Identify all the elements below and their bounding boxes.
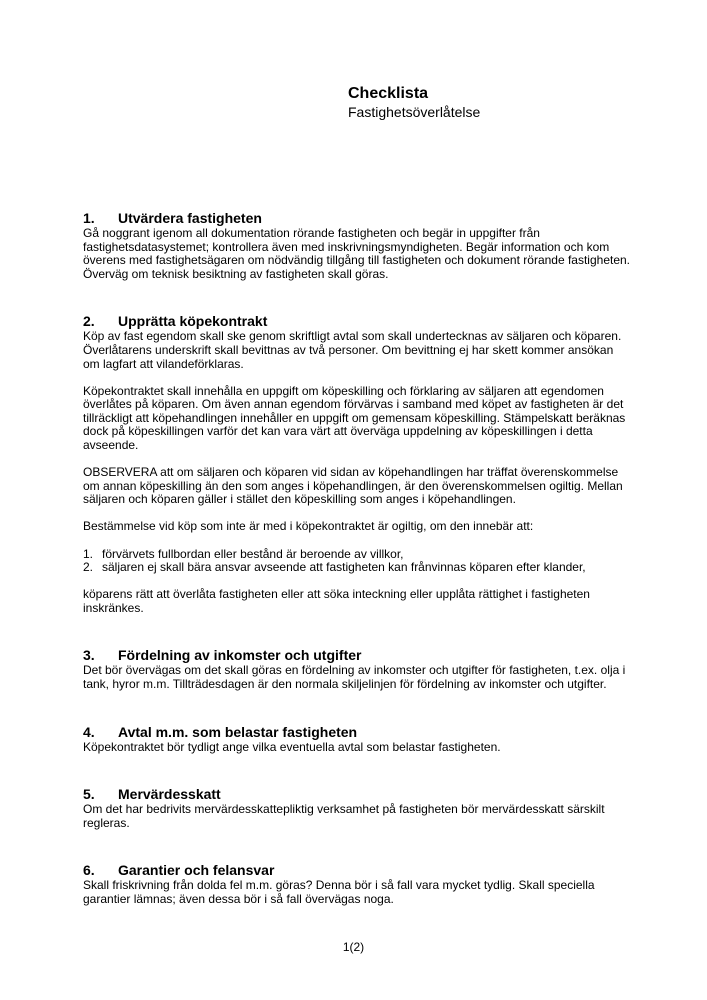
section-number: 6.: [83, 862, 95, 879]
section-number: 2.: [83, 313, 95, 330]
section-heading: [83, 786, 630, 803]
paragraph: Om det har bedrivits mervärdesskattepliktig verksamhet på fastigheten bör mervärdesskatt särskilt regleras.: [83, 802, 605, 830]
section: [83, 724, 630, 755]
section: [83, 210, 630, 281]
list-item-text: förvärvets fullbordan eller bestånd är beroende av villkor,: [102, 546, 404, 561]
section-number: 3.: [83, 647, 95, 664]
paragraph: Gå noggrant igenom all dokumentation rörande fastigheten och begär in uppgifter från fastighetsdatasystemet; kontrollera även med inskrivningsmyndigheten. Begär information och kom överens med fastighetsägaren om nödvändig tillgång till fastigheten och dokument rörande fastigheten. Överväg om teknisk besiktning av fastigheten skall göras.: [83, 226, 631, 281]
section: [83, 313, 630, 615]
section-number: 1.: [83, 210, 95, 226]
section-heading: [83, 862, 630, 879]
section-title: Garantier och felansvar: [118, 862, 275, 879]
page-footer: [0, 940, 707, 954]
paragraph: Bestämmelse vid köp som inte är med i köpekontraktet är ogiltig, om den innebär att:: [83, 519, 534, 534]
section-title: Upprätta köpekontrakt: [118, 313, 268, 330]
numbered-list: [83, 548, 630, 575]
paragraph: Köpekontraktet bör tydligt ange vilka eventuella avtal som belastar fastigheten.: [83, 739, 501, 754]
list-item-number: 1.: [83, 546, 94, 561]
list-item: [83, 548, 630, 562]
paragraph: Köp av fast egendom skall ske genom skriftligt avtal som skall undertecknas av säljaren och köparen. Överlåtarens underskrift skall bevittnas av två personer. Om bevittning ej har skett kommer ansökan om lagfart att vilandeförklaras.: [83, 329, 622, 371]
section-heading: [83, 210, 630, 227]
paragraph: Skall friskrivning från dolda fel m.m. göras? Denna bör i så fall vara mycket tydlig. Skall speciella garantier lämnas; även dessa bör i så fall övervägas noga.: [83, 878, 595, 906]
section-heading: [83, 647, 630, 664]
list-item-text: säljaren ej skall bära ansvar avseende att fastigheten kan frånvinnas köparen efter klander,: [102, 560, 586, 575]
section-title: Utvärdera fastigheten: [118, 210, 262, 226]
paragraph: köparens rätt att överlåta fastigheten eller att söka inteckning eller upplåta rättighet i fastigheten inskränkes.: [83, 587, 590, 615]
section-number: 5.: [83, 786, 95, 803]
document-title: Checklista: [348, 85, 429, 102]
paragraph: Köpekontraktet skall innehålla en uppgift om köpeskilling och förklaring av säljaren att egendomen överlåtes på köparen. Om även annan egendom förvärvas i samband med köpet av fastigheten är det tillräckligt att köpehandlingen innehåller en uppgift om gemensam köpeskilling. Stämpelskatt beräknas dock på köpeskillingen varför det kan vara värt att överväga uppdelning av köpeskillingen i detta avseende.: [83, 383, 626, 453]
document-body: [83, 210, 630, 907]
paragraph: OBSERVERA att om säljaren och köparen vid sidan av köpehandlingen har träffat överenskommelse om annan köpeskilling än den som anges i köpehandlingen, är den överenskommelsen ogiltig. Mellan säljaren och köparen gäller i stället den köpeskilling som anges i köpehandlingen.: [83, 465, 623, 507]
list-item: [83, 561, 630, 575]
section-title: Fördelning av inkomster och utgifter: [118, 647, 362, 664]
section-number: 4.: [83, 723, 95, 740]
section: [83, 862, 630, 906]
section-title: Mervärdesskatt: [118, 786, 221, 803]
page-number: 1(2): [342, 940, 365, 954]
section-heading: [83, 313, 630, 330]
section: [83, 786, 630, 830]
section: [83, 647, 630, 691]
section-title: Avtal m.m. som belastar fastigheten: [118, 723, 358, 740]
document-subtitle: Fastighetsöverlåtelse: [348, 104, 481, 120]
section-heading: [83, 724, 630, 741]
list-item-number: 2.: [83, 560, 94, 575]
document-header: [348, 84, 480, 121]
paragraph: Det bör övervägas om det skall göras en fördelning av inkomster och utgifter för fastigheten, t.ex. olja i tank, hyror m.m. Tillträdesdagen är den normala skiljelinjen för fördelning av inkomster och utgifter.: [83, 663, 626, 691]
